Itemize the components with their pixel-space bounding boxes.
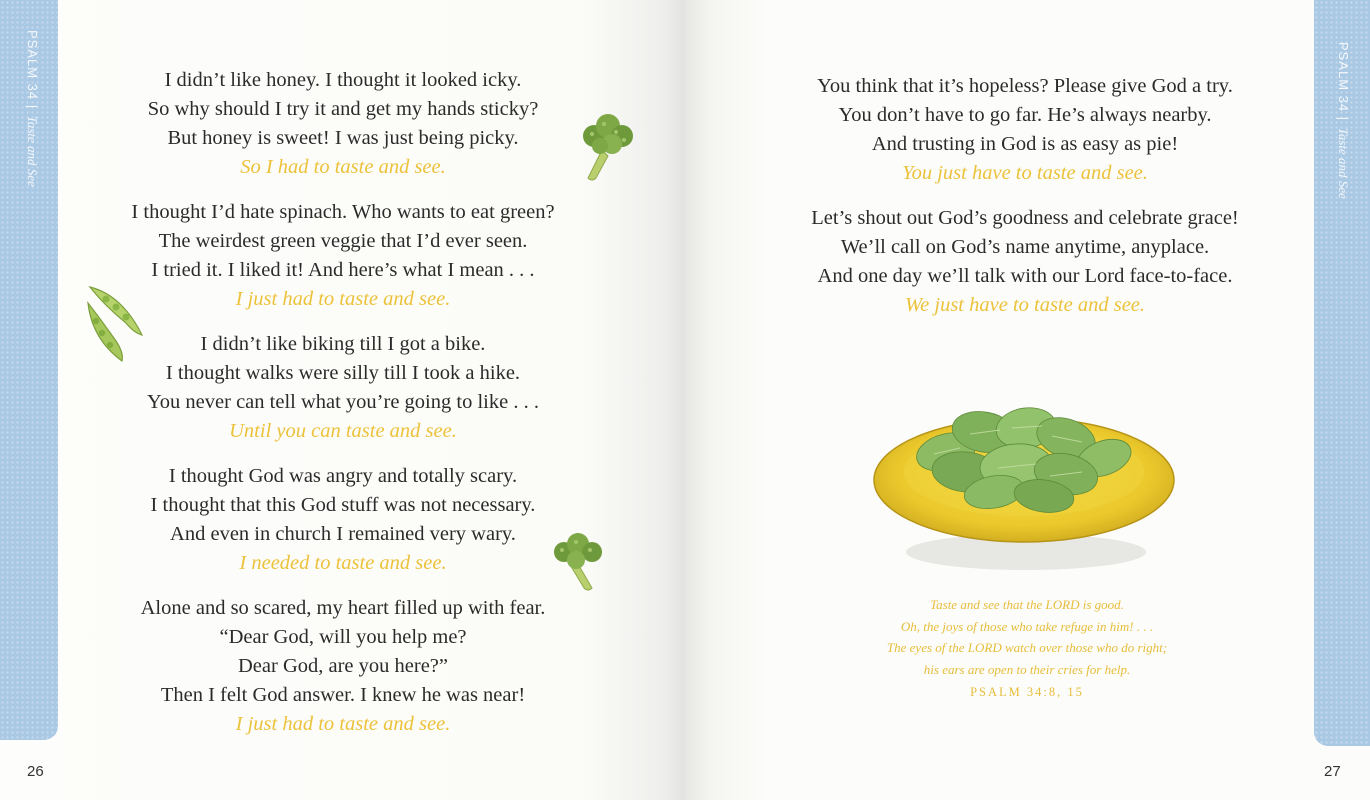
verse-line: Taste and see that the LORD is good. [930,597,1124,612]
broccoli-icon [572,112,640,184]
verse-line: his ears are open to their cries for help. [923,661,1131,677]
tab-subtitle: Taste and See [25,115,40,187]
refrain-line: So I had to taste and see. [240,156,446,178]
poem-right [745,72,1305,336]
scripture-verse [822,594,1232,704]
verse-reference: PSALM 34:8, 15 [970,685,1084,699]
refrain-line: I just had to taste and see. [235,713,451,735]
stanza [745,72,1305,188]
stanza [745,204,1305,320]
refrain-line: I needed to taste and see. [239,552,447,574]
poem-line: And trusting in God is as easy as pie! [871,133,1179,155]
poem-line: Dear God, are you here?” [237,655,448,677]
poem-line: You think that it’s hopeless? Please give God a try. [817,75,1233,97]
page-number: 27 [1324,763,1341,780]
refrain-line: You just have to taste and see. [902,162,1148,184]
poem-line: The weirdest green veggie that I’d ever seen. [158,230,528,252]
poem-line: We’ll call on God’s name anytime, anyplace. [840,236,1210,258]
poem-line: I didn’t like biking till I got a bike. [200,333,486,355]
broccoli-icon [550,532,606,592]
spinach-plate-illustration [866,392,1182,578]
refrain-line: Until you can taste and see. [229,420,457,442]
tab-divider: | [25,104,40,110]
refrain-line: I just had to taste and see. [235,288,451,310]
poem-line: You don’t have to go far. He’s always nearby. [838,104,1212,126]
stanza [68,594,618,739]
tab-title: PSALM 34 [1336,42,1351,113]
refrain-line: We just have to taste and see. [904,294,1146,316]
poem-left [68,66,618,755]
stanza [68,330,618,446]
poem-line: I thought that this God stuff was not necessary. [150,494,536,516]
poem-line: You never can tell what you’re going to like . . . [147,391,539,413]
poem-line: And one day we’ll talk with our Lord face-to-face. [817,265,1233,287]
poem-line: I thought I’d hate spinach. Who wants to eat green? [131,201,555,223]
pea-pod-icon [82,283,148,365]
poem-line: Alone and so scared, my heart filled up with fear. [140,597,546,619]
chapter-tab-right [1314,0,1370,746]
poem-line: But honey is sweet! I was just being picky. [167,127,519,149]
tab-subtitle: Taste and See [1336,127,1351,199]
tab-title: PSALM 34 [25,30,40,101]
page-number: 26 [27,763,44,780]
verse-line: The eyes of the LORD watch over those who do right; [886,640,1168,655]
poem-line: And even in church I remained very wary. [170,523,516,545]
poem-line: Then I felt God answer. I knew he was near! [160,684,526,706]
poem-line: I thought God was angry and totally scary. [168,465,518,487]
poem-line: Let’s shout out God’s goodness and celebrate grace! [811,207,1239,229]
stanza [68,66,618,182]
poem-line: I didn’t like honey. I thought it looked icky. [164,69,522,91]
poem-line: “Dear God, will you help me? [219,626,467,648]
stanza [68,198,618,314]
chapter-tab-left [0,0,58,740]
tab-divider: | [1336,116,1351,122]
poem-line: So why should I try it and get my hands sticky? [147,98,539,120]
poem-line: I tried it. I liked it! And here’s what I mean . . . [151,259,535,281]
verse-line: Oh, the joys of those who take refuge in him! . . . [900,618,1154,634]
poem-line: I thought walks were silly till I took a hike. [165,362,521,384]
stanza [68,462,618,578]
